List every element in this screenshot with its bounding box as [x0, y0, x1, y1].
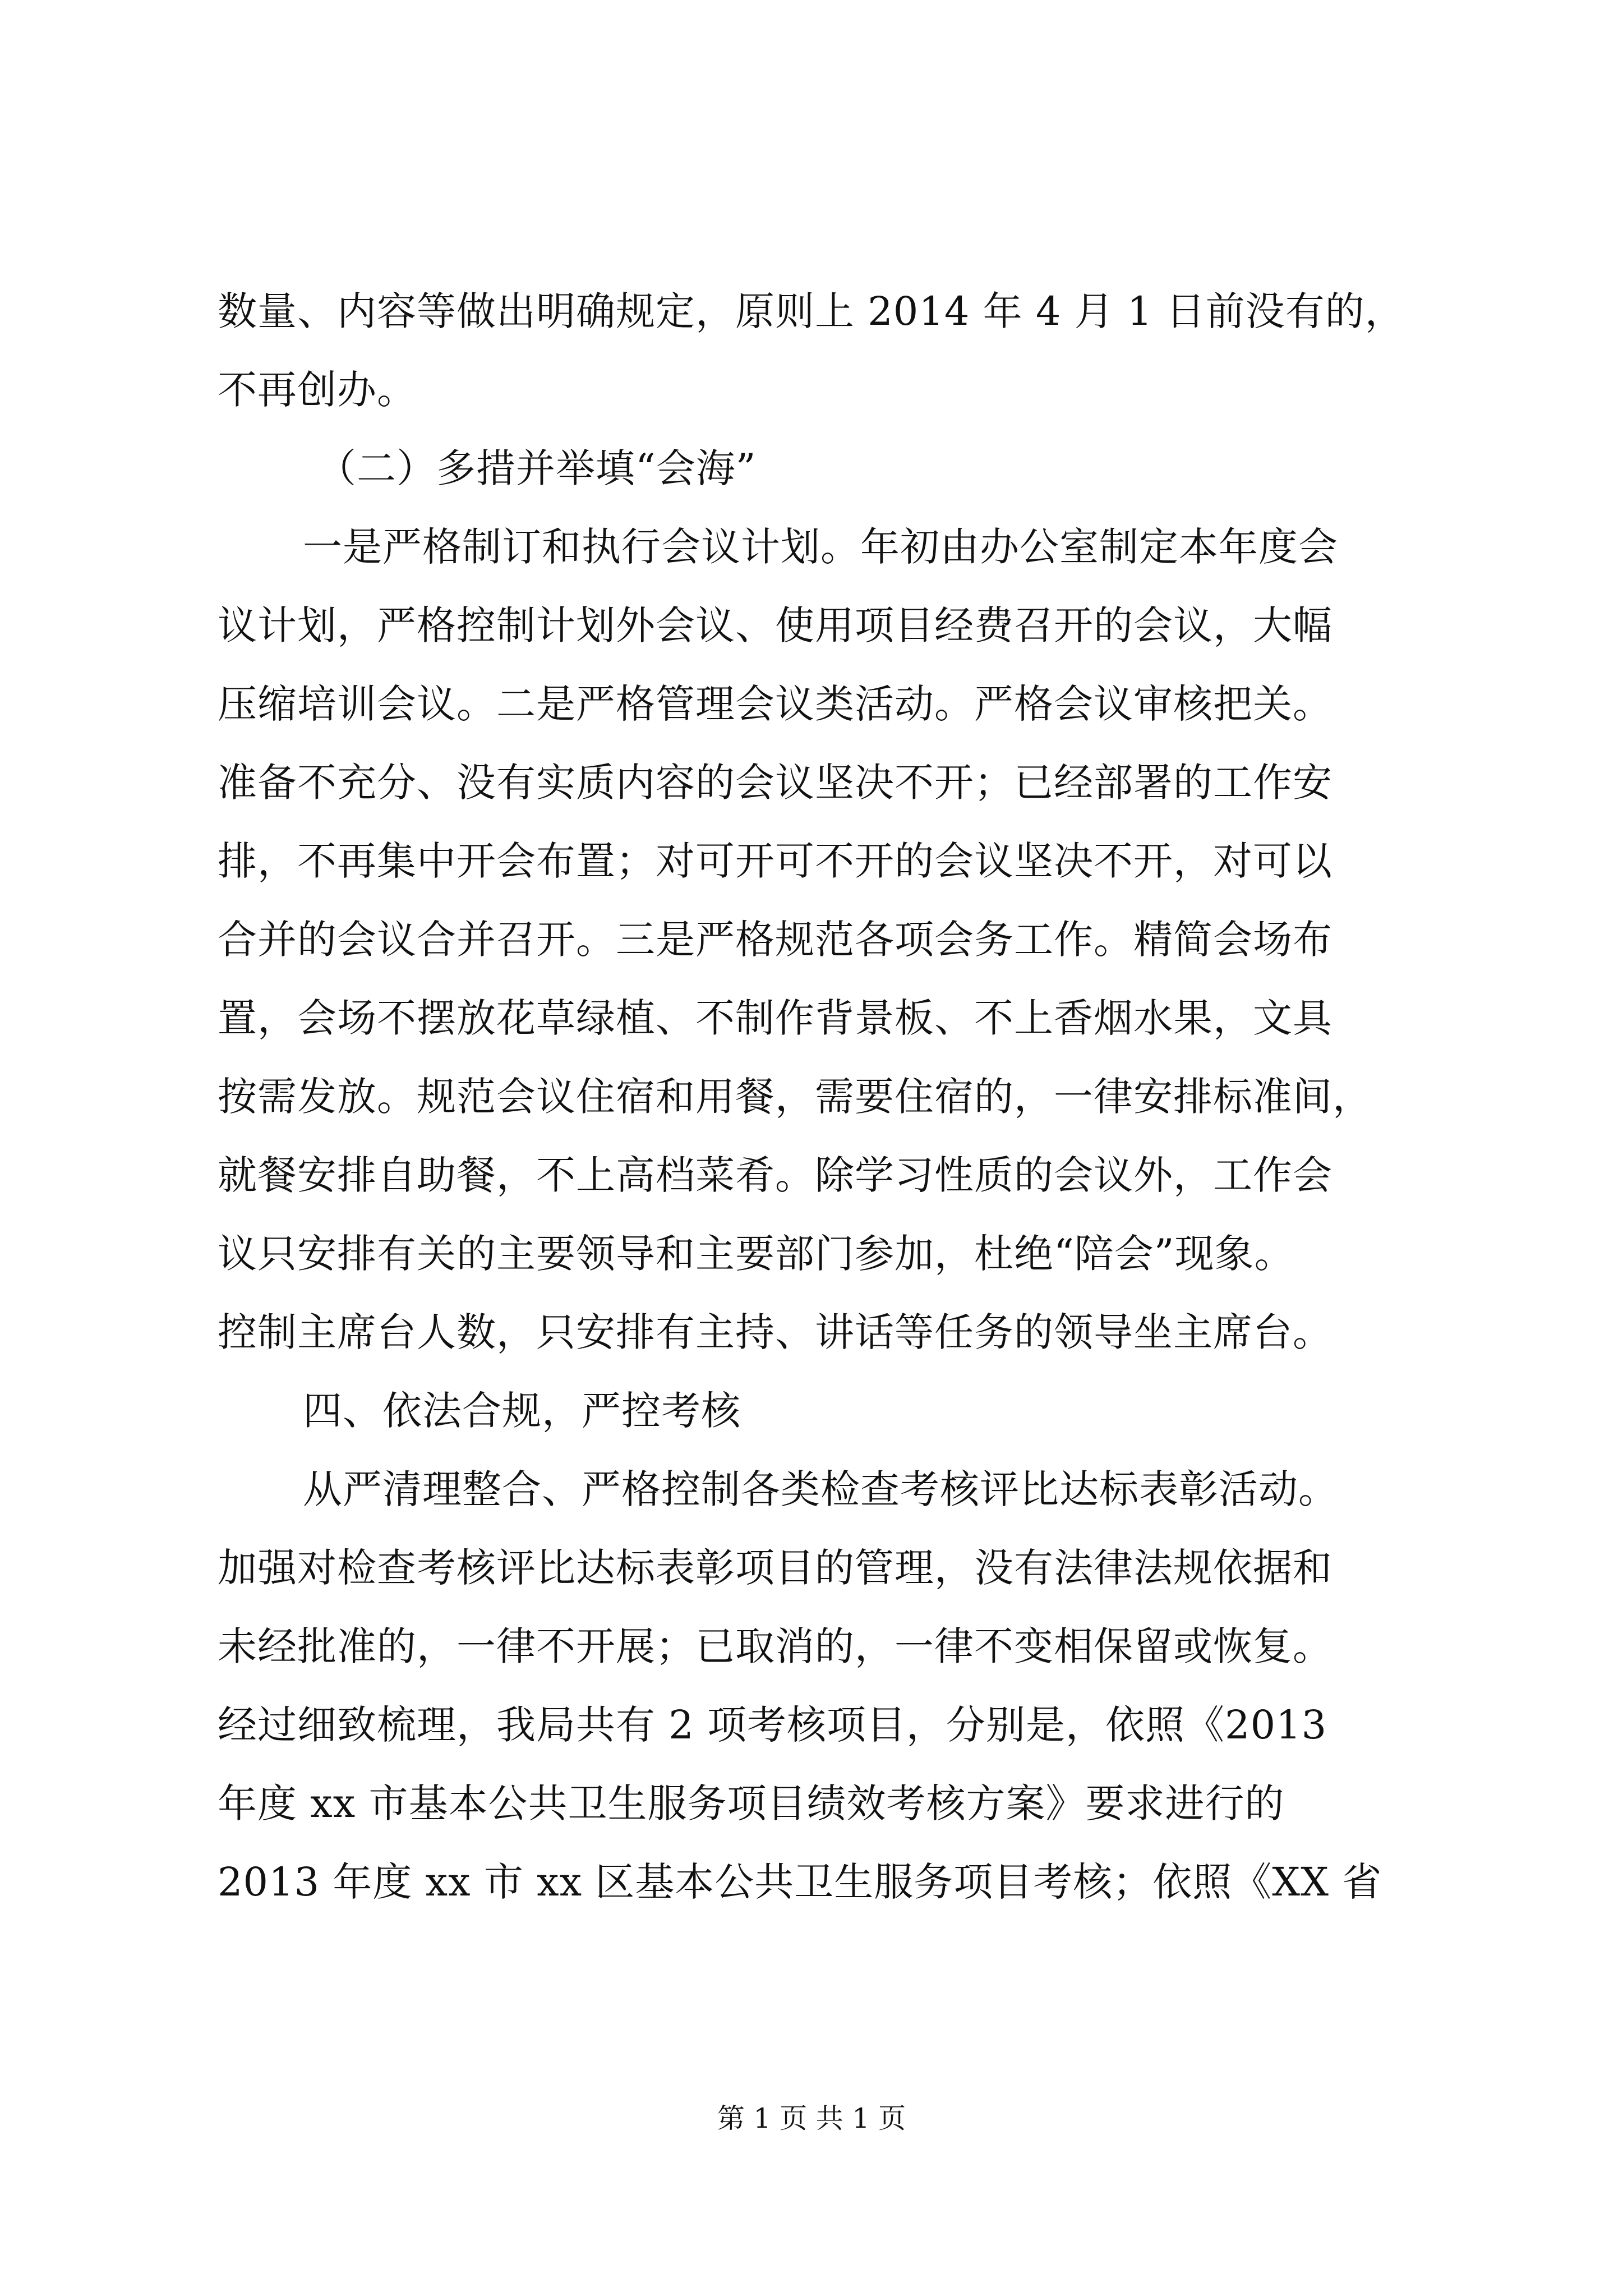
body-text-line: 一是严格制订和执行会议计划。年初由办公室制定本年度会 [303, 524, 1338, 570]
body-text-line: 排，不再集中开会布置；对可开可不开的会议坚决不开，对可以 [218, 838, 1332, 884]
body-text-line: 议计划，严格控制计划外会议、使用项目经费召开的会议，大幅 [218, 602, 1332, 648]
section-heading: 四、依法合规，严控考核 [303, 1388, 741, 1434]
body-text-line: 按需发放。规范会议住宿和用餐，需要住宿的，一律安排标准间， [218, 1074, 1372, 1120]
body-text-line: 控制主席台人数，只安排有主持、讲话等任务的领导坐主席台。 [218, 1309, 1332, 1355]
page-number-footer: 第 1 页 共 1 页 [717, 2102, 906, 2134]
body-text-line: 数量、内容等做出明确规定，原则上 2014 年 4 月 1 日前没有的， [218, 288, 1405, 334]
body-text-line: 2013 年度 xx 市 xx 区基本公共卫生服务项目考核；依照《XX 省 [218, 1859, 1382, 1905]
body-text-line: 未经批准的，一律不开展；已取消的，一律不变相保留或恢复。 [218, 1623, 1332, 1669]
body-text-line: 年度 xx 市基本公共卫生服务项目绩效考核方案》要求进行的 [218, 1780, 1285, 1826]
body-text-line: 就餐安排自助餐，不上高档菜肴。除学习性质的会议外，工作会 [218, 1152, 1332, 1198]
body-text-line: 置，会场不摆放花草绿植、不制作背景板、不上香烟水果，文具 [218, 995, 1332, 1041]
body-text-line: 不再创办。 [218, 367, 417, 413]
body-text-line: 合并的会议合并召开。三是严格规范各项会务工作。精简会场布 [218, 917, 1332, 963]
body-text-line: 经过细致梳理，我局共有 2 项考核项目，分别是，依照《2013 [218, 1702, 1327, 1748]
body-text-line: 压缩培训会议。二是严格管理会议类活动。严格会议审核把关。 [218, 681, 1332, 727]
body-text-line: 准备不充分、没有实质内容的会议坚决不开；已经部署的工作安 [218, 760, 1332, 806]
body-text-line: 从严清理整合、严格控制各类检查考核评比达标表彰活动。 [303, 1466, 1338, 1512]
body-text-line: 议只安排有关的主要领导和主要部门参加，杜绝“陪会”现象。 [218, 1231, 1294, 1277]
section-heading: （二）多措并举填“会海” [317, 445, 757, 491]
body-text-line: 加强对检查考核评比达标表彰项目的管理，没有法律法规依据和 [218, 1545, 1332, 1591]
